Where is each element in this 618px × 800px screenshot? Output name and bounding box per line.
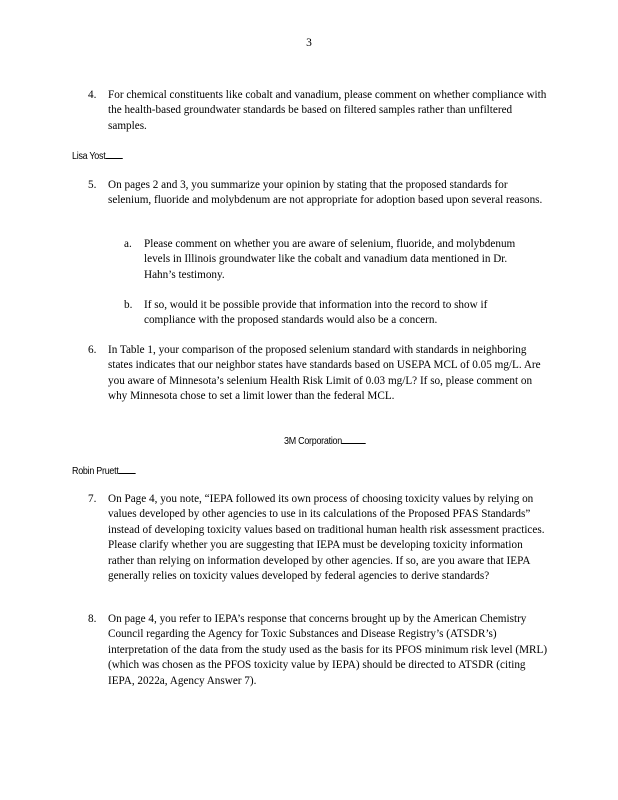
question-8 (88, 612, 548, 689)
organization-heading (284, 434, 366, 447)
question-text: In Table 1, your comparison of the proposed selenium standard with standards in neighboring states indicates that our neighbor states have standards based on USEPA MCL of 0.05 mg/L. Are you aware of Minnesota’s selenium Health Risk Limit of 0.03 mg/L? If so, please comment on why Minnesota chose to set a limit lower than the federal MCL. (108, 344, 541, 403)
question-text: On pages 2 and 3, you summarize your opinion by stating that the proposed standards for selenium, fluoride and molybdenum are not appropriate for adoption based upon several reasons. (108, 179, 543, 207)
subquestion-b (124, 298, 534, 329)
question-text: On page 4, you refer to IEPA’s response that concerns brought up by the American Chemistry Council regarding the Agency for Toxic Substances and Disease Registry’s (ATSDR’s) interpretation of the data from the study used as the basis for its PFOS minimum risk level (MRL) (which was chosen as the PFOS toxicity value by IEPA) should be directed to ATSDR (citing IEPA, 2022a, Agency Answer 7). (108, 613, 548, 687)
question-text: For chemical constituents like cobalt and vanadium, please comment on whether compliance with the health-based groundwater standards be based on filtered samples rather than unfiltered samples. (108, 89, 547, 132)
subquestion-letter: a. (124, 238, 132, 250)
page-number: 3 (306, 37, 312, 49)
question-number: 4. (88, 89, 97, 101)
question-6 (88, 343, 548, 405)
subquestion-text: Please comment on whether you are aware of selenium, fluoride, and molybdenum levels in Illinois groundwater like the cobalt and vanadium data mentioned in Dr. Hahn’s testimony. (144, 238, 516, 281)
underline-rule (119, 464, 136, 474)
question-number: 8. (88, 613, 97, 625)
organization-name: 3M Corporation (284, 436, 342, 447)
subquestion-a (124, 237, 534, 283)
question-7 (88, 492, 548, 584)
speaker-heading-lisa-yost (72, 149, 123, 162)
speaker-name: Lisa Yost (72, 151, 106, 162)
question-number: 5. (88, 179, 97, 191)
question-number: 6. (88, 344, 97, 356)
underline-rule (342, 434, 366, 444)
speaker-heading-robin-pruett (72, 464, 136, 477)
speaker-name: Robin Pruett (72, 466, 119, 477)
question-4 (88, 88, 548, 134)
underline-rule (105, 149, 122, 159)
question-number: 7. (88, 493, 97, 505)
subquestion-text: If so, would it be possible provide that information into the record to show if compliance with the proposed standards would also be a concern. (144, 299, 488, 327)
question-5 (88, 178, 548, 209)
question-text: On Page 4, you note, “IEPA followed its own process of choosing toxicity values by relying on values developed by other agencies to use in its calculations of the Proposed PFAS Standards” instead of developing toxicity values based on traditional human health risk assessment practices. Please clarify whether you are suggesting that IEPA must be developing toxicity information rather than relying on information developed by other agencies. If so, are you aware that IEPA generally relies on toxicity values developed by federal agencies to derive standards? (108, 493, 545, 583)
subquestion-letter: b. (124, 299, 133, 311)
